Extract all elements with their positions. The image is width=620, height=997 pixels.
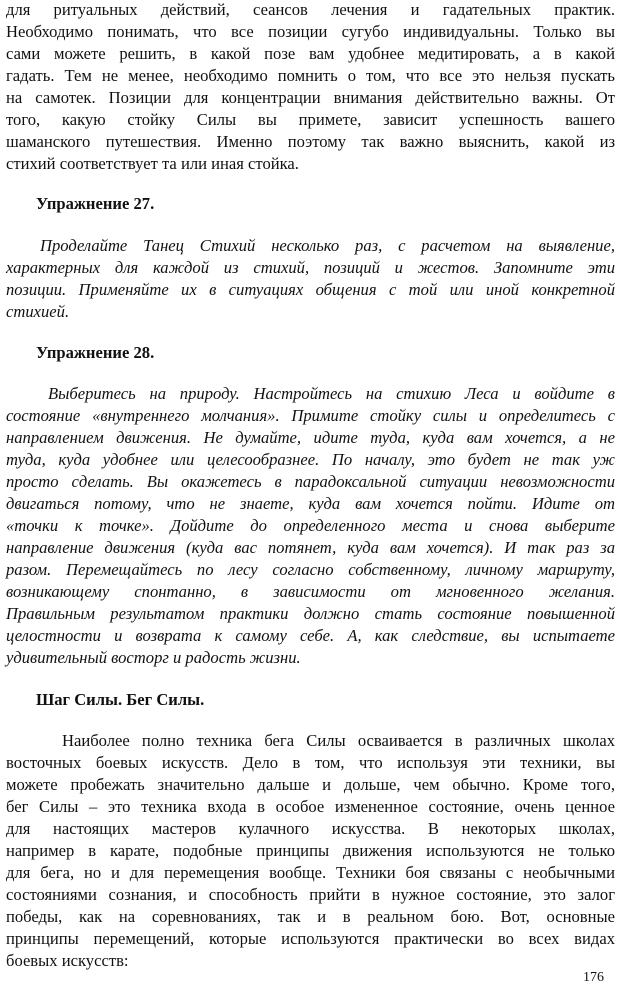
- text-line: на самотек. Позиции для концентрации внимания действительно важны. От: [6, 88, 615, 107]
- text-line: удивительный восторг и радость жизни.: [6, 648, 301, 667]
- text-line: состояние «внутреннего молчания». Примите стойку силы и определитесь с: [6, 406, 615, 425]
- text-line: стихий соответствует та или иная стойка.: [6, 154, 299, 173]
- text-line: того, какую стойку Силы вы примете, зависит успешность вашего: [6, 110, 615, 129]
- text-line: туда, куда удобнее или целесообразнее. По началу, это будет не так уж: [6, 450, 615, 469]
- text-line: боевых искусств:: [6, 951, 129, 970]
- text-line: состояниями сознания, и способность прийти в нужное состояние, это залог: [6, 885, 615, 904]
- text-line: Необходимо понимать, что все позиции сугубо индивидуальны. Только вы: [6, 22, 615, 41]
- text-line: принципы перемещений, которые используются практически во всех видах: [6, 929, 615, 948]
- text-line: просто сделать. Вы окажетесь в парадоксальной ситуации невозможности: [6, 472, 615, 491]
- text-line: сами можете решить, в какой позе вам удобнее медитировать, а в какой: [6, 44, 615, 63]
- text-line: можете пробежать значительно дальше и дольше, чем обычно. Кроме того,: [6, 775, 615, 794]
- text-line: Проделайте Танец Стихий несколько раз, с расчетом на выявление,: [40, 236, 615, 255]
- text-line: бег Силы – это техника входа в особое измененное состояние, очень ценное: [6, 797, 615, 816]
- text-line: например в карате, подобные принципы движения используются не только: [6, 841, 615, 860]
- text-line: стихией.: [6, 302, 70, 321]
- text-line: Правильным результатом практики должно стать состояние повышенной: [6, 604, 615, 623]
- text-line: восточных боевых искусств. Дело в том, что используя эти техники, вы: [6, 753, 615, 772]
- text-line: шаманского путешествия. Именно поэтому так важно выяснить, какой из: [6, 132, 615, 151]
- text-line: победы, как на соревнованиях, так и в реальном бою. Вот, основные: [6, 907, 615, 926]
- text-line: возникающему спонтанно, в зависимости от мгновенного желания.: [6, 582, 615, 601]
- text-line: Выберитесь на природу. Настройтесь на стихию Леса и войдите в: [48, 384, 615, 403]
- text-line: направлением движения. Не думайте, идите туда, куда вам хочется, а не: [6, 428, 615, 447]
- text-line: для настоящих мастеров кулачного искусства. В некоторых школах,: [6, 819, 615, 838]
- text-line: «точки к точке». Дойдите до определенного места и снова выберите: [6, 516, 615, 535]
- text-line: Наиболее полно техника бега Силы осваивается в различных школах: [62, 731, 615, 750]
- exercise-28-heading: Упражнение 28.: [36, 343, 155, 362]
- text-line: двигаться потому, что не знаете, куда вам хочется пойти. Идите от: [6, 494, 615, 513]
- text-line: позиции. Применяйте их в ситуациях общения с той или иной конкретной: [6, 280, 615, 299]
- text-line: гадать. Тем не менее, необходимо помнить о том, что все это нельзя пускать: [6, 66, 615, 85]
- section-heading: Шаг Силы. Бег Силы.: [36, 690, 205, 709]
- text-line: для бега, но и для перемещения вообще. Техники боя связаны с необычными: [6, 863, 615, 882]
- text-line: разом. Перемещайтесь по лесу согласно собственному, личному маршруту,: [6, 560, 615, 579]
- page-number: 176: [583, 970, 604, 985]
- text-line: характерных для каждой из стихий, позиций и жестов. Запомните эти: [6, 258, 615, 277]
- text-line: для ритуальных действий, сеансов лечения и гадательных практик.: [6, 0, 615, 19]
- text-line: целостности и возврата к самому себе. А, как следствие, вы испытаете: [6, 626, 615, 645]
- text-line: направление движения (куда вас потянет, куда вам хочется). И так раз за: [6, 538, 615, 557]
- exercise-27-heading: Упражнение 27.: [36, 194, 155, 213]
